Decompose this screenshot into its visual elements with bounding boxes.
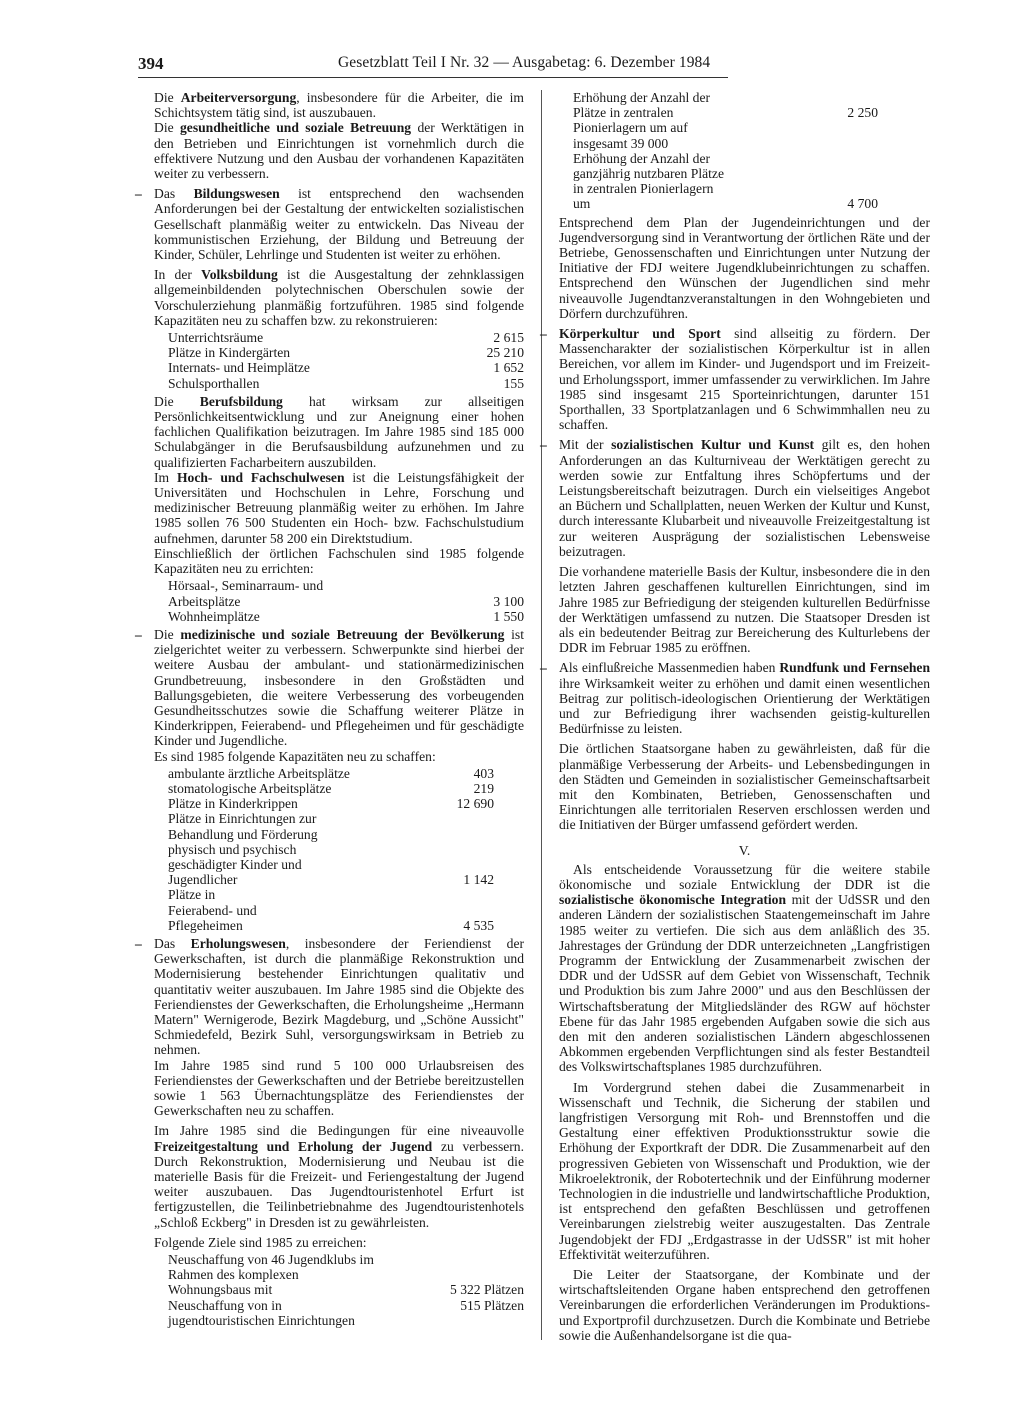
paragraph: Einschließlich der örtlichen Fachschulen sind 1985 folgende Kapazitäten neu zu errichten: bbox=[154, 545, 524, 577]
paragraph: Im Jahre 1985 sind rund 5 100 000 Urlaubsreisen des Feriendienstes der Gewerkschaften und der Betriebe bereitzustellen sowie 1 563 Übernachtungsplätze des Feriendienstes der Gewerkschaften neu zu schaffen. bbox=[154, 1057, 524, 1119]
paragraph: Die Arbeiterversorgung, insbesondere für die Arbeiter, die im Schichtsystem tätig sind, ist auszubauen. bbox=[154, 90, 524, 121]
paragraph: – Die medizinische und soziale Betreuung der Bevölkerung ist zielgerichtet weiter zu verbessern. Schwerpunkte sind hierbei der weitere Ausbau der ambulant- und stationärmedizinischen Grundbetreuung, insbesondere in den Großstädten und Ballungsgebieten, die weitere Verbesserung des vorbeugenden Gesundheitsschutzes sowie die Schaffung weiterer Plätze in Kinderkrippen, Feierabend- und Pflegeheimen und für geschädigte Kinder und Jugendliche. bbox=[154, 627, 524, 749]
page-number: 394 bbox=[138, 54, 164, 73]
paragraph: Im Hoch- und Fachschulwesen ist die Leistungsfähigkeit der Universitäten und Hochschulen in Lehre, Forschung und medizinischer Betreuung planmäßig weiter zu erhöhen. Im Jahre 1985 sollen 76 500 Studenten ein Hoch- bzw. Fachschulstudium aufnehmen, darunter 58 200 ein Direktstudium. bbox=[154, 469, 524, 546]
paragraph: Entsprechend dem Plan der Jugendeinrichtungen und der Jugendversorgung sind in Verantwortung der örtlichen Räte und der Betriebe, Genossenschaften und Einrichtungen unter Nutzung der Initiative der FDJ weitere Jugendklubeinrichtungen zu schaffen. Entsprechend den Wünschen der Jugendlichen sind mehr niveauvolle Jugendtanzveranstaltungen in den Wohngebieten und Dörfern durchzuführen. bbox=[559, 214, 930, 321]
table-row: Plätze in Einrichtungen zur Behandlung und Förderung physisch und psychisch geschädigter Kinder und Jugendlicher 1 142 bbox=[168, 811, 494, 888]
capacity-table-pionierlager bbox=[559, 90, 930, 212]
paragraph: Im Vordergrund stehen dabei die Zusammenarbeit in Wissenschaft und Technik, die Sicherung der stabilen und langfristigen Versorgung mit Roh- und Brennstoffen und die Gestaltung einer effektiven Produktionsstruktur sowie die Erhöhung der Exportkraft der DDR. Die Zusammenarbeit auf den progressiven Gebieten von Wissenschaft und Produktion, wie der Mikroelektronik, der Robotertechnik und der Einführung moderner Technologien in die industrielle und landwirtschaftliche Produktion, ist entsprechend den gefaßten Beschlüssen und getroffenen Vereinbarungen zielstrebig weiter auszugestalten. Das Zentrale Jugendobjekt der FDJ „Erdgastrasse in der UdSSR" ist mit hoher Effektivität weiterzuführen. bbox=[559, 1079, 930, 1262]
paragraph: – Als einflußreiche Massenmedien haben Rundfunk und Fernsehen ihre Wirksamkeit weiter zu erhöhen und damit einen wesentlichen Beitrag zur politisch-ideologischen Orientierung der Werktätigen und zur Befriedigung ihrer wachsenden geistig-kulturellen Bedürfnisse zu leisten. bbox=[559, 660, 930, 736]
capacity-table-jugend bbox=[154, 1252, 524, 1328]
paragraph: – Körperkultur und Sport sind allseitig zu fördern. Der Massencharakter der sozialistischen Körperkultur ist in allen Bereichen, vor allem im Kinder- und Jugendsport und im Freizeit- und Erholungssport, immer umfassender zu verwirklichen. Im Jahre 1985 sind insgesamt 215 Sporteinrichtungen, darunter 151 Sporthallen, 33 Sportplatzanlagen und 6 Schwimmhallen neu zu schaffen. bbox=[559, 326, 930, 432]
paragraph: In der Volksbildung ist die Ausgestaltung der zehnklassigen allgemeinbildenden polytechnischen Oberschulen sowie der Vorschulerziehung planmäßig fortzuführen. 1985 sind folgende Kapazitäten neu zu schaffen bzw. zu rekonstruieren: bbox=[154, 267, 524, 328]
table-row: Schulsporthallen 155 bbox=[168, 375, 524, 391]
column-divider bbox=[541, 90, 542, 1340]
table-row: Erhöhung der Anzahl der ganzjährig nutzbaren Plätze in zentralen Pionierlagern um 4 700 bbox=[573, 150, 878, 212]
table-row: Plätze in Kinderkrippen 12 690 bbox=[168, 796, 494, 812]
paragraph: – Das Erholungswesen, insbesondere der Feriendienst der Gewerkschaften, ist durch die planmäßige Rekonstruktion und Modernisierung bestehender Einrichtungen qualitativ und quantitativ weiter auszubauen. Im Jahre 1985 sind die Objekte des Feriendienstes der Gewerkschaften, die Erholungsheime „Hermann Matern" Wernigerode, Bezirk Magdeburg, und „Schöne Aussicht" Schmiedefeld, Bezirk Suhl, versorgungswirksam in Betrieb zu nehmen. bbox=[154, 936, 524, 1058]
table-row: Wohnheimplätze 1 550 bbox=[168, 608, 524, 624]
header-title: Gesetzblatt Teil I Nr. 32 — Ausgabetag: 6. Dezember 1984 bbox=[338, 54, 711, 71]
table-row: Unterrichtsräume 2 615 bbox=[168, 330, 524, 346]
right-column bbox=[559, 90, 930, 1343]
paragraph: Die gesundheitliche und soziale Betreuung der Werktätigen in den Betrieben und Einrichtungen ist vornehmlich durch die effektivere Nutzung und den Ausbau der vorhandenen Kapazitäten weiter zu verbessern. bbox=[154, 120, 524, 182]
table-row: Erhöhung der Anzahl der Plätze in zentralen Pionierlagern um auf insgesamt 39 000 2 250 bbox=[573, 90, 878, 151]
left-column bbox=[154, 90, 524, 1331]
paragraph: Im Jahre 1985 sind die Bedingungen für eine niveauvolle Freizeitgestaltung und Erholung der Jugend zu verbessern. Durch Rekonstruktion, Modernisierung und Neubau ist die materielle Basis für die Freizeit- und Feriengestaltung der Jugend weiter auszubauen. Das Jugendtouristenhotel Erfurt ist fertigzustellen, die Teilinbetriebnahme des Jugendtouristenhotels „Schloß Eckberg" in Dresden ist zu gewährleisten. bbox=[154, 1123, 524, 1230]
paragraph: Die vorhandene materielle Basis der Kultur, insbesondere die in den letzten Jahren geschaffenen kulturellen Einrichtungen, sind im Jahre 1985 zur Befriedigung der steigenden kulturellen Bedürfnisse der Werktätigen umfassend zu nutzen. Die Staatsoper Dresden ist als ein bedeutender Beitrag zur Bereicherung des Kulturlebens der DDR im Februar 1985 zu eröffnen. bbox=[559, 564, 930, 656]
table-row: ambulante ärztliche Arbeitsplätze 403 bbox=[168, 765, 494, 781]
table-row: Neuschaffung von 46 Jugendklubs im Rahmen des komplexen Wohnungsbaus mit 5 322 Plätzen bbox=[168, 1252, 524, 1298]
table-row: Neuschaffung von in jugendtouristischen Einrichtungen 515 Plätzen bbox=[168, 1297, 524, 1328]
paragraph: Es sind 1985 folgende Kapazitäten neu zu schaffen: bbox=[154, 748, 436, 764]
table-row: Internats- und Heimplätze 1 652 bbox=[168, 360, 524, 376]
paragraph: Die örtlichen Staatsorgane haben zu gewährleisten, daß für die planmäßige Verbesserung der Arbeits- und Lebensbedingungen in den Städten und Gemeinden in sozialistischer Gemeinschaftsarbeit mit den Kombinaten, Betrieben, Genossenschaften und Einrichtungen alle territorialen Reserven erschlossen werden und die Initiativen der Bürger umfassend gefördert werden. bbox=[559, 741, 930, 833]
capacity-table-fachschulen bbox=[154, 578, 524, 624]
table-row: Plätze in Feierabend- und Pflegeheimen 4 535 bbox=[168, 887, 494, 933]
paragraph: Als entscheidende Voraussetzung für die weitere stabile ökonomische und soziale Entwicklung der DDR ist die sozialistische ökonomische Integration mit der UdSSR und den anderen Ländern der sozialistischen Staatengemeinschaft im Jahre 1985 weiter zu vertiefen. Die sich aus dem anläßlich des 35. Jahrestages der Gründung der DDR unterzeichneten „Langfristigen Programm der Entwicklung der Zusammenarbeit zwischen der DDR und der UdSSR auf dem Gebiet von Wissenschaft, Technik und Produktion bis zum Jahre 2000" und aus den Beschlüssen der Wirtschaftsberatung der Mitgliedsländer des RGW auf höchster Ebene für das Jahr 1985 ergebenden Aufgaben sowie die sich aus den mit den anderen sozialistischen Ländern abgeschlossenen Abkommen ergebenden Verpflichtungen sind als fester Bestandteil des Volkswirtschaftsplanes 1985 durchzuführen. bbox=[559, 861, 930, 1075]
paragraph: Die Berufsbildung hat wirksam zur allseitigen Persönlichkeitsentwicklung und zur Aneignung einer hohen fachlichen Qualifikation beizutragen. Im Jahre 1985 sind 185 000 Schulabgänger in die Berufsausbildung aufzunehmen und zu qualifizierten Facharbeitern auszubilden. bbox=[154, 393, 524, 470]
paragraph: – Mit der sozialistischen Kultur und Kunst gilt es, den hohen Anforderungen an das Kulturniveau der Werktätigen gerecht zu werden sowie zur Entfaltung ihres Schöpfertums und der Leistungsbereitschaft beizutragen. Durch ein vielseitiges Angebot an Büchern und Schallplatten, neuen Werken der Kultur und Kunst, durch interessante Klubarbeit und niveauvolle Freizeitgestaltung ist zur weiteren Ausprägung der sozialistischen Lebensweise beizutragen. bbox=[559, 437, 930, 559]
capacity-table-gesundheit bbox=[154, 766, 524, 933]
table-row: Plätze in Kindergärten 25 210 bbox=[168, 345, 524, 361]
header-rule bbox=[138, 77, 728, 78]
paragraph: Folgende Ziele sind 1985 zu erreichen: bbox=[154, 1234, 367, 1250]
table-row: Hörsaal-, Seminarraum- und Arbeitsplätze 3 100 bbox=[168, 578, 524, 609]
paragraph: – Das Bildungswesen ist entsprechend den wachsenden Anforderungen bei der Gestaltung der entwickelten sozialistischen Gesellschaft planmäßig weiter zu entwickeln. Das Niveau der kommunistischen Erziehung, der Bildung und Betreuung der Kinder, Schüler, Lehrlinge und Studenten ist weiter zu erhöhen. bbox=[154, 186, 524, 262]
table-row: stomatologische Arbeitsplätze 219 bbox=[168, 780, 494, 796]
paragraph: Die Leiter der Staatsorgane, der Kombinate und der wirtschaftsleitenden Organe haben entsprechend den getroffenen Vereinbarungen die erforderlichen Veränderungen im Produktions- und Exportprofil durchzusetzen. Durch die Kombinate und Betriebe sowie die Außenhandelsorgane ist die qua- bbox=[559, 1267, 930, 1343]
capacity-table-volksbildung bbox=[154, 330, 524, 391]
page-header bbox=[138, 52, 728, 78]
section-heading: V. bbox=[738, 842, 751, 858]
